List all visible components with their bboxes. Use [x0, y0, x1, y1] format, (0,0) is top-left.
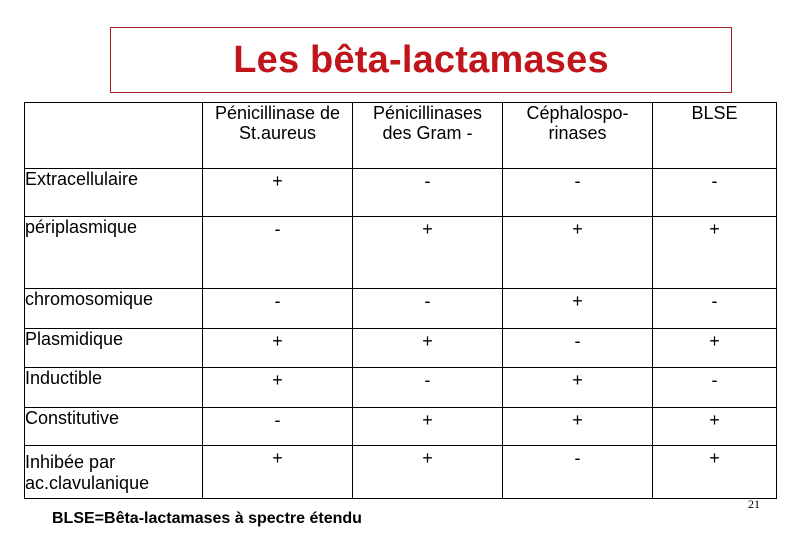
- table-cell: +: [503, 368, 653, 408]
- table-cell: -: [353, 169, 503, 217]
- table-cell: +: [353, 408, 503, 446]
- header-cephalosporinases: Céphalospo-rinases: [503, 103, 653, 169]
- header-cell-empty: [25, 103, 203, 169]
- table-cell: -: [503, 446, 653, 499]
- header-penicillinase-staureus: Pénicillinase de St.aureus: [203, 103, 353, 169]
- table-cell: -: [203, 408, 353, 446]
- header-penicillinases-gram: Pénicillinases des Gram -: [353, 103, 503, 169]
- table-cell: +: [353, 446, 503, 499]
- slide-title: Les bêta-lactamases: [233, 38, 609, 81]
- table-row: [25, 169, 777, 217]
- table-cell: +: [653, 217, 777, 289]
- table-row: [25, 329, 777, 368]
- table-cell: +: [653, 446, 777, 499]
- beta-lactamase-table: [24, 102, 777, 499]
- header-blse: BLSE: [653, 103, 777, 169]
- table-cell: +: [203, 329, 353, 368]
- table-cell: -: [353, 289, 503, 329]
- row-label: Extracellulaire: [25, 169, 203, 217]
- table-cell: -: [653, 169, 777, 217]
- table-cell: -: [653, 289, 777, 329]
- table-cell: +: [353, 329, 503, 368]
- table-cell: +: [653, 408, 777, 446]
- table-cell: -: [503, 169, 653, 217]
- table-cell: +: [503, 217, 653, 289]
- table-cell: +: [503, 408, 653, 446]
- table-cell: -: [203, 289, 353, 329]
- table-cell: +: [503, 289, 653, 329]
- table-row: [25, 368, 777, 408]
- row-label: Constitutive: [25, 408, 203, 446]
- table-cell: -: [353, 368, 503, 408]
- table-cell: +: [203, 169, 353, 217]
- table-row: [25, 408, 777, 446]
- table-row: [25, 217, 777, 289]
- table-cell: +: [203, 368, 353, 408]
- row-label: périplasmique: [25, 217, 203, 289]
- table-row: [25, 289, 777, 329]
- table-cell: -: [653, 368, 777, 408]
- title-box: [110, 27, 732, 93]
- row-label: Inhibée par ac.clavulanique: [25, 446, 203, 499]
- row-label: chromosomique: [25, 289, 203, 329]
- footnote: BLSE=Bêta-lactamases à spectre étendu: [52, 510, 362, 527]
- table-cell: +: [653, 329, 777, 368]
- page-number: 21: [748, 497, 760, 511]
- table-cell: +: [203, 446, 353, 499]
- table-header-row: [25, 103, 777, 169]
- table-cell: -: [503, 329, 653, 368]
- row-label: Inductible: [25, 368, 203, 408]
- table-cell: +: [353, 217, 503, 289]
- row-label: Plasmidique: [25, 329, 203, 368]
- table-row: [25, 446, 777, 499]
- table-cell: -: [203, 217, 353, 289]
